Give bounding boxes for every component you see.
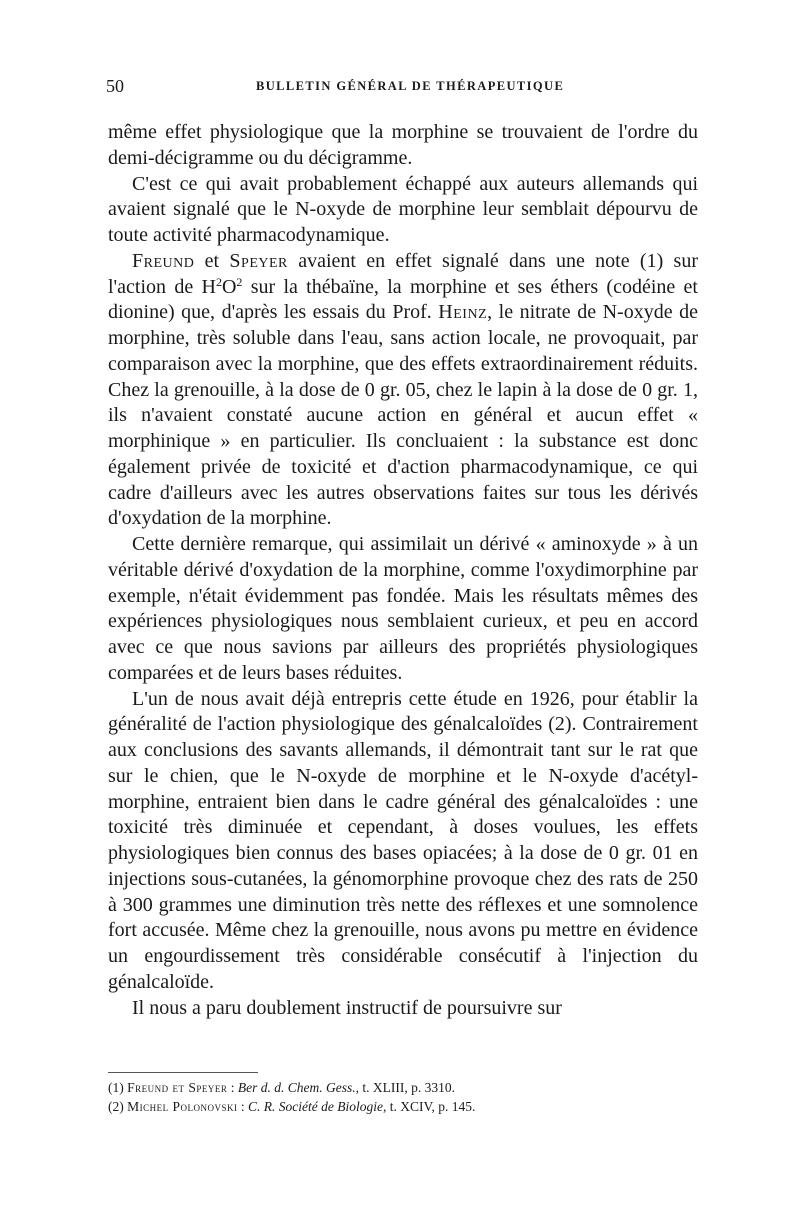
paragraph-5: L'un de nous avait déjà entrepris cette étude en 1926, pour établir la généralité de l'action physiologique des génalcaloïdes (2). Contrairement aux conclusions des savants allemands, il démontrait tant sur le rat que sur le chien, que le N-oxyde de morphine et le N-oxyde d'acétyl-morphine, entraient bien dans le cadre général des génalcaloïdes : une toxicité très diminuée et cependant, à doses voulues, les effets physiologiques bien connus des bases opiacées; à la dose de 0 gr. 01 en injections sous-cutanées, la génomorphine provoque chez des rats de 250 à 300 grammes une diminution très nette des réflexes et une somnolence fort accusée. Même chez la grenouille, nous avons pu mettre en évidence un engourdissement très considérable consécutif à l'injection du génalcaloïde.: [108, 687, 698, 993]
footnote-2-mark: (2): [108, 1099, 128, 1114]
paragraph-3: [108, 249, 698, 532]
footnote-2-journal: C. R. Société de Biologie: [248, 1099, 383, 1114]
page-number: 50: [106, 76, 124, 96]
body-text: [108, 120, 698, 1021]
paragraph-3-text-5: , le nitrate de N-oxyde de morphine, très soluble dans l'eau, sans action locale, ne provoquait, par comparaison avec la morphine, que des effets extraordinairement réduits. Chez la grenouille, à la dose de 0 gr. 05, chez le lapin à la dose de 0 gr. 1, ils n'avaient constaté aucune action en général et aucun effet « morphinique » en particulier. Ils concluaient : la substance est donc également privée de toxicité et d'action pharmacodynamique, ce qui cadre d'ailleurs avec les autres observations faites sur tous les dérivés d'oxydation de la morphine.: [108, 301, 698, 530]
footnote-1-mark: (1): [108, 1080, 128, 1095]
footnote-1-journal: Ber d. d. Chem. Gess.: [237, 1080, 356, 1095]
footnote-divider: [108, 1072, 258, 1073]
footnote-1-sep: :: [227, 1080, 238, 1095]
author-heinz: Heinz: [438, 301, 488, 324]
footnote-2: [108, 1097, 698, 1116]
footnote-1: [108, 1078, 698, 1097]
footnote-1-rest: , t. XLIII, p. 3310.: [355, 1080, 456, 1095]
paragraph-3-text-4: sur la thébaïne, la morphine et ses éthers (codéine et dionine) que, d'après les essais du Prof.: [108, 275, 698, 324]
footnote-2-author: Michel Polonovski: [127, 1099, 238, 1114]
formula-superscript-1: 2: [215, 274, 222, 289]
page-header: [106, 76, 698, 98]
paragraph-4: Cette dernière remarque, qui assimilait un dérivé « aminoxyde » à un véritable dérivé d'oxydation de la morphine, comme l'oxydimorphine par exemple, n'était évidemment pas fondée. Mais les résultats mêmes des expériences physiologiques nous semblaient curieux, et peu en accord avec ce que nous savions par ailleurs des propriétés physiologiques comparées et de leurs bases réduites.: [108, 533, 698, 684]
footnote-2-sep: :: [237, 1099, 249, 1114]
paragraph-2: C'est ce qui avait probablement échappé aux auteurs allemands qui avaient signalé que le N-oxyde de morphine leur semblait dépourvu de toute activité pharmacodynamique.: [108, 172, 698, 246]
footnote-2-rest: , t. XCIV, p. 145.: [383, 1099, 476, 1114]
paragraph-1: même effet physiologique que la morphine se trouvaient de l'ordre du demi-décigramme ou du décigramme.: [108, 121, 698, 169]
paragraph-3-text-3: O: [221, 275, 237, 298]
footnotes: [108, 1078, 698, 1116]
paragraph-6: Il nous a paru doublement instructif de poursuivre sur: [132, 996, 562, 1019]
footnote-1-authors: Freund et Speyer: [127, 1080, 228, 1095]
author-speyer: Speyer: [229, 249, 288, 272]
author-freund: Freund: [132, 249, 195, 272]
paragraph-3-text-2: avaient en effet signalé dans une note (1) sur l'action de H: [108, 249, 699, 298]
running-title: BULLETIN GÉNÉRAL DE THÉRAPEUTIQUE: [256, 79, 565, 93]
paragraph-3-text-1: et: [194, 249, 230, 272]
formula-superscript-2: 2: [236, 274, 243, 289]
